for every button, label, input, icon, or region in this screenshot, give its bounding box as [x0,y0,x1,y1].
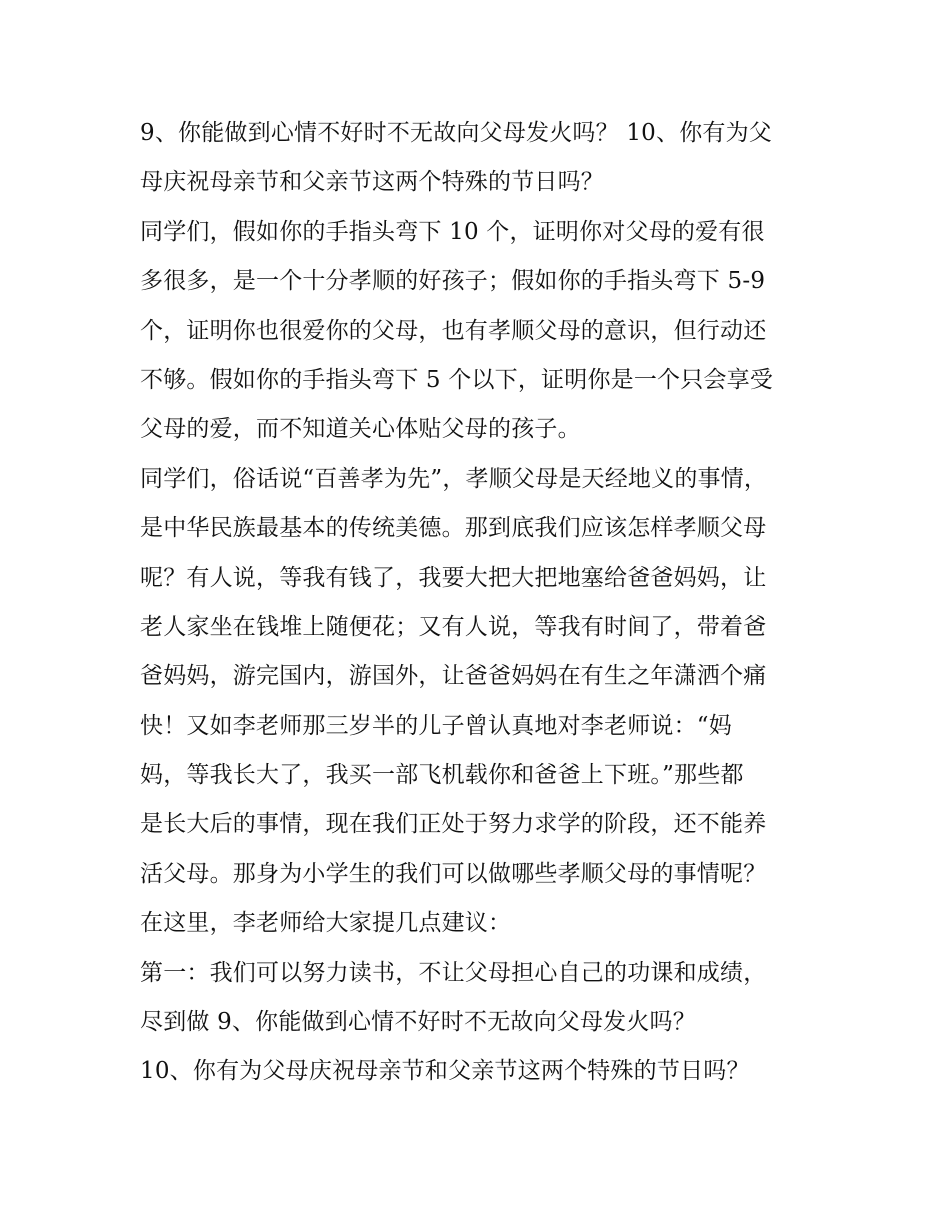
text-line-11: 老人家坐在钱堆上随便花；又有人说，等我有时间了，带着爸 [140,613,767,640]
text-line-2: 母庆祝母亲节和父亲节这两个特殊的节日吗？ [140,169,604,196]
text-line-8: 同学们，俗话说“百善孝为先”，孝顺父母是天经地义的事情， [140,465,768,492]
text-line-13: 快！又如李老师那三岁半的儿子曾认真地对李老师说：“妈 [140,712,732,739]
text-line-16: 活父母。那身为小学生的我们可以做哪些孝顺父母的事情呢？ [140,860,767,887]
text-line-19: 尽到做 9、你能做到心情不好时不无故向父母发火吗？ [140,1009,696,1036]
document-body [140,109,820,1097]
text-line-3: 同学们，假如你的手指头弯下 10 个，证明你对父母的爱有很 [140,218,765,245]
text-line-18: 第一：我们可以努力读书，不让父母担心自己的功课和成绩， [140,959,767,986]
text-line-1: 9、你能做到心情不好时不无故向父母发火吗？ 10、你有为父 [140,120,773,146]
text-line-17: 在这里，李老师给大家提几点建议： [140,910,512,937]
text-line-14: 妈，等我长大了，我买一部飞机载你和爸爸上下班。”那些都 [140,762,744,789]
text-line-6: 不够。假如你的手指头弯下 5 个以下，证明你是一个只会享受 [140,366,774,393]
text-line-12: 爸妈妈，游完国内，游国外，让爸爸妈妈在有生之年潇洒个痛 [140,663,767,690]
text-line-5: 个，证明你也很爱你的父母，也有孝顺父母的意识，但行动还 [140,317,767,344]
text-line-7: 父母的爱，而不知道关心体贴父母的孩子。 [140,416,581,443]
text-line-20: 10、你有为父母庆祝母亲节和父亲节这两个特殊的节日吗？ [140,1058,750,1085]
text-line-4: 多很多，是一个十分孝顺的好孩子；假如你的手指头弯下 5-9 [140,268,766,295]
text-line-9: 是中华民族最基本的传统美德。那到底我们应该怎样孝顺父母 [140,515,767,542]
text-line-15: 是长大后的事情，现在我们正处于努力求学的阶段，还不能养 [140,811,767,838]
text-line-10: 呢？有人说，等我有钱了，我要大把大把地塞给爸爸妈妈，让 [140,564,767,591]
